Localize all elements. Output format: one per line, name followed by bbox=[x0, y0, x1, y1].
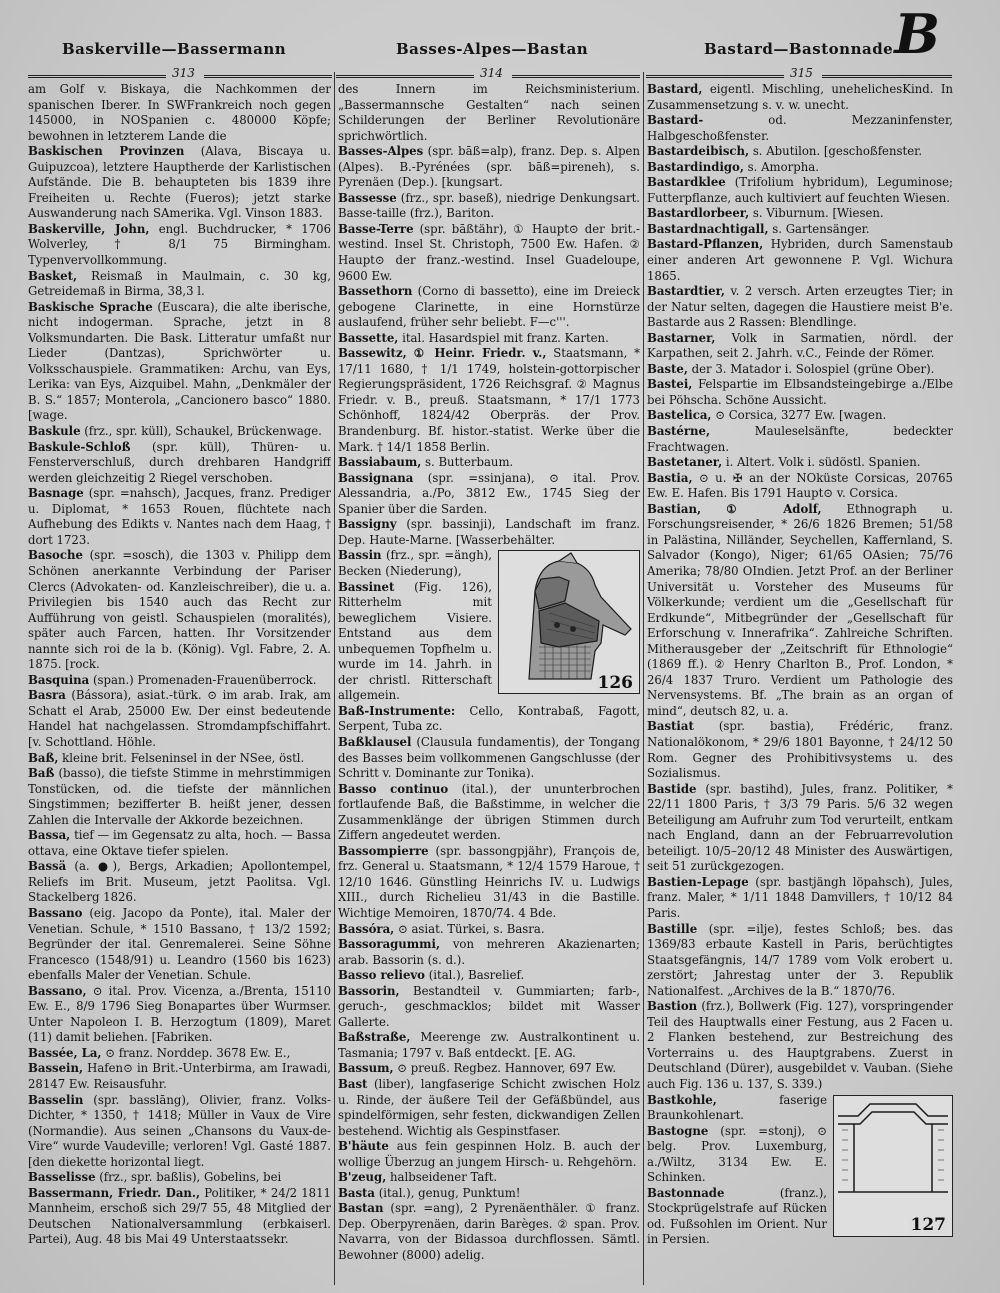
dictionary-entry bbox=[338, 1061, 640, 1077]
entry-headword: Baßklausel bbox=[338, 734, 412, 749]
dictionary-entry bbox=[28, 859, 331, 906]
entry-text: (spr. bassongpjähr), François de, frz. General u. Staatsmann, * 12/4 1579 Haroue, † 12/10 1646. Günstling Heinrichs IV. u. Ludwigs XIII., durch Richelieu 31/43 in die Bastille. Wichtige Memoiren, 1870/74. 4 Bde. bbox=[338, 843, 640, 920]
entry-headword: Basquina bbox=[28, 672, 90, 687]
entry-text: Bestandteil v. Gummiarten; farb-, geruch-, geschmacklos; bildet mit Wasser Gallerte. bbox=[338, 983, 640, 1029]
dictionary-entry bbox=[647, 875, 953, 922]
entry-headword: Bastetaner, bbox=[647, 455, 723, 470]
entry-text: (ital.), genug, Punktum! bbox=[378, 1185, 521, 1200]
entry-headword: Bastérne, bbox=[647, 424, 711, 439]
entry-headword: Bassewitz, ① Heinr. Friedr. v., bbox=[338, 346, 547, 361]
entry-text: od. Mezzaninfenster, Halbgeschoßfenster. bbox=[647, 113, 953, 143]
entry-text: (Euscara), die alte iberische, nicht indogerman. Sprache, jetzt in 8 Volksmundarten. Die Bask. Litteratur umfaßt nur Lieder (Dantzas), Sprichwörter u. Volksschauspiele. Grammatiken: Archu, van Eys, Lerika: van Eys, Aizquibel. Mahn, „Denkmäler der B. S.“ 1857; Monterola, „Cancionero basco“ 1880. [wage. bbox=[28, 299, 331, 423]
entry-headword: Bastion bbox=[647, 999, 698, 1014]
entry-text: (spr. =ilje), festes Schloß; bes. das 1369/83 erbaute Kastell in Paris, berüchtigtes Staatsgefängnis, 14/7 1789 vom Volk erobert u. zerstört; Jahrestag unter der 3. Republik Nationalfest. „Archives de la B.“ 1870/76. bbox=[647, 921, 953, 998]
entry-headword: B'häute bbox=[338, 1139, 389, 1154]
entry-headword: Bastardtier, bbox=[647, 284, 725, 299]
entry-headword: Baß-Instrumente: bbox=[338, 703, 456, 718]
entry-headword: Bassée, La, bbox=[28, 1045, 102, 1060]
dictionary-entry bbox=[338, 984, 640, 1031]
entry-text: ⊙ franz. Norddep. 3678 Ew. E., bbox=[105, 1045, 291, 1060]
dictionary-entry bbox=[28, 984, 331, 1046]
entry-text: s. Viburnum. [Wiesen. bbox=[752, 206, 884, 221]
entry-headword: Basso continuo bbox=[338, 781, 449, 796]
page-number-left: 313 bbox=[172, 66, 195, 80]
page-number-center: 314 bbox=[480, 66, 503, 80]
dictionary-entry bbox=[28, 1061, 331, 1092]
dictionary-entry bbox=[647, 377, 953, 408]
entry-headword: Bastardklee bbox=[647, 175, 726, 190]
entry-text: ⊙ ital. Prov. Vicenza, a./Brenta, 15110 Ew. E., 8/9 1796 Sieg Bonapartes über Wurmser. Unter Napoleon I. B. Herzogtum (1809), Maret (11) damit beliehen. [Fabriken. bbox=[28, 983, 331, 1045]
dictionary-entry bbox=[647, 424, 953, 455]
entry-text: (frz., spr. =ängh), Becken (Niederung), bbox=[338, 548, 492, 578]
entry-headword: Basselin bbox=[28, 1092, 84, 1107]
entry-text: (spr. bāßtähr), ① Haupt⊙ der brit.-westind. Insel St. Christoph, 7500 Ew. Hafen. ② Haupt⊙ der franz.-westind. Insel Guadeloupe, 9600 Ew. bbox=[338, 221, 640, 283]
entry-headword: Bastille bbox=[647, 921, 698, 936]
dictionary-entry bbox=[338, 1186, 640, 1202]
dictionary-entry bbox=[647, 331, 953, 362]
entry-text: (frz., spr. baßlis), Gobelins, bei bbox=[99, 1170, 282, 1185]
entry-text: aus fein gespinnen Holz. B. auch der wollige Überzug an jungem Hirsch- u. Rehgehörn. bbox=[338, 1139, 640, 1169]
entry-headword: Bastelica, bbox=[647, 408, 712, 423]
entry-headword: Basse-Terre bbox=[338, 221, 414, 236]
entry-text: (spr. bastjängh löpahsch), Jules, franz. Maler, * 1/11 1848 Damvillers, † 10/12 84 Paris. bbox=[647, 874, 953, 920]
dictionary-entry bbox=[647, 82, 953, 113]
entry-headword: Baß bbox=[28, 766, 55, 781]
dictionary-entry bbox=[28, 144, 331, 222]
dictionary-entry bbox=[338, 1139, 640, 1170]
entry-text: engl. Buchdrucker, * 1706 Wolverley, † 8/1 75 Birmingham. Typenvervollkommung. bbox=[28, 221, 331, 268]
dictionary-entry bbox=[647, 222, 953, 238]
entry-text: Cello, Kontrabaß, Fagott, Serpent, Tuba zc. bbox=[338, 703, 640, 734]
dictionary-entry bbox=[647, 175, 953, 206]
entry-text: Mauleselsänfte, bedeckter Frachtwagen. bbox=[647, 424, 953, 454]
figure-127-bastion bbox=[833, 1095, 953, 1237]
entry-text: ital. Hasardspiel mit franz. Karten. bbox=[402, 330, 609, 345]
entry-headword: Bassinet bbox=[338, 579, 395, 594]
entry-text: (spr. bastia), Frédéric, franz. Nationalökonom, * 29/6 1801 Bayonne, † 24/12 50 Rom. Gegner des Prohibitivsystems u. des Sozialismus. bbox=[647, 719, 953, 781]
entry-headword: Basra bbox=[28, 688, 66, 703]
entry-text: Volk in Sarmatien, nördl. der Karpathen, seit 2. Jahrh. v.C., Feinde der Römer. bbox=[647, 330, 953, 361]
dictionary-entry bbox=[28, 906, 331, 984]
entry-headword: Basta bbox=[338, 1185, 376, 1200]
dictionary-entry bbox=[647, 206, 953, 222]
entry-headword: Bastiat bbox=[647, 719, 694, 734]
entry-text: (frz.), Bollwerk (Fig. 127), vorspringender Teil des Hauptwalls einer Festung, aus 2 Facen u. 2 Flanken bestehend, zur Bestreichung des Vorterrains u. des Hauptgrabens. Zuerst in Deutschland (Dürer), ausgebildet v. Vauban. (Siehe auch Fig. 136 u. 137, S. 339.) bbox=[647, 999, 953, 1091]
figure-126-bassinet bbox=[498, 550, 640, 694]
entry-headword: Bast bbox=[338, 1077, 368, 1091]
entry-headword: Basso relievo bbox=[338, 968, 425, 983]
entry-headword: Bassin bbox=[338, 548, 382, 563]
entry-text: Reismaß in Maulmain, c. 30 kg, Getreidemaß in Birma, 38,3 l. bbox=[28, 268, 331, 299]
dictionary-entry bbox=[647, 144, 953, 160]
dictionary-entry bbox=[28, 222, 331, 269]
entry-text: von mehreren Akazienarten; arab. Bassorin (s. d.). bbox=[338, 937, 640, 967]
dictionary-entry bbox=[28, 486, 331, 548]
entry-text: (frz., spr. küll), Schaukel, Brückenwage. bbox=[84, 424, 322, 439]
section-letter: B bbox=[894, 2, 940, 66]
entry-headword: Bastardlorbeer, bbox=[647, 206, 750, 221]
dictionary-entry bbox=[28, 828, 331, 859]
entry-text: (span.) Promenaden-Frauenüberrock. bbox=[92, 672, 317, 687]
dictionary-entry bbox=[647, 719, 953, 781]
entry-headword: Bastide bbox=[647, 781, 697, 796]
entry-text: (spr. =nahsch), Jacques, franz. Prediger u. Diplomat, * 1653 Rouen, flüchtete nach Aufhebung des Edikts v. Nantes nach dem Haag, † dort 1723. bbox=[28, 486, 331, 547]
entry-text: ⊙ preuß. Regbez. Hannover, 697 Ew. bbox=[397, 1061, 617, 1076]
entry-headword: Bassiabaum, bbox=[338, 455, 422, 470]
dictionary-entry bbox=[338, 346, 640, 455]
entry-text: Meerenge zw. Australkontinent u. Tasmania; 1797 v. Baß entdeckt. [E. AG. bbox=[338, 1030, 640, 1060]
dictionary-entry bbox=[28, 766, 331, 828]
entry-headword: Basoche bbox=[28, 548, 83, 563]
entry-text: der 3. Matador i. Solospiel (grüne Ober). bbox=[691, 361, 935, 376]
dictionary-entry bbox=[647, 782, 953, 875]
dictionary-entry bbox=[647, 502, 953, 720]
entry-headword: Bassermann, Friedr. Dan., bbox=[28, 1185, 201, 1200]
entry-headword: Bassesse bbox=[338, 190, 397, 205]
entry-headword: Bassethorn bbox=[338, 284, 413, 299]
dictionary-entry bbox=[28, 1186, 331, 1248]
entry-headword: Bassignana bbox=[338, 470, 414, 485]
entry-text: (spr. basslāng), Olivier, franz. Volks-Dichter, * 1350, † 1418; Müller in Vaux de Vire (Normandie). Aus seinen „Chansons du Vaux-de-Vire“ wurde Vaudeville; verloren! Vgl. Gasté 1887. [den diekette horizontal liegt. bbox=[28, 1092, 331, 1169]
dictionary-entry bbox=[338, 144, 640, 191]
entry-text: s. Gartensänger. bbox=[772, 221, 870, 236]
entry-headword: Bassä bbox=[28, 859, 67, 874]
column-1 bbox=[28, 82, 331, 1281]
entry-text: faserige Braunkohlenart. bbox=[647, 1092, 827, 1123]
entry-headword: Baskule bbox=[28, 424, 81, 439]
entry-text: am Golf v. Biskaya, die Nachkommen der spanischen Iberer. In SWFrankreich noch gegen 145000, in NOSpanien c. 480000 Köpfe; bewohnen in letzterem Lande die bbox=[28, 82, 331, 143]
entry-text: tief — im Gegensatz zu alta, hoch. — Bassa ottava, eine Oktave tiefer spielen. bbox=[28, 828, 331, 858]
entry-headword: Bassano, bbox=[28, 983, 87, 998]
entry-text: (spr. =ang), 2 Pyrenäenthäler. ① franz. Dep. Oberpyrenäen, darin Barèges. ② span. Prov. Navarra, von der Bidassoa durchflossen. Sämtl. Bewohner (8000) adelig. bbox=[338, 1201, 640, 1263]
entry-headword: Bassóra, bbox=[338, 921, 395, 936]
entry-text: s. Abutilon. [geschoßfenster. bbox=[752, 144, 923, 159]
dictionary-entry bbox=[647, 999, 953, 1092]
entry-headword: Baßstraße, bbox=[338, 1030, 411, 1045]
dictionary-entry bbox=[28, 548, 331, 672]
entry-text: (ital.), Basrelief. bbox=[428, 968, 525, 983]
entry-headword: Baskischen Provinzen bbox=[28, 144, 185, 159]
entry-text: Hafen⊙ in Brit.-Unterbirma, am Irawadi, 28147 Ew. Reisausfuhr. bbox=[28, 1061, 331, 1091]
dictionary-entry bbox=[338, 1170, 640, 1186]
dictionary-entry bbox=[647, 284, 953, 331]
entry-headword: Bastkohle, bbox=[647, 1092, 717, 1107]
entry-headword: Bastan bbox=[338, 1201, 384, 1216]
running-head-left: Baskerville—Bassermann bbox=[62, 40, 287, 58]
entry-text: Hybriden, durch Samenstaub einer anderen Art gewonnene P. Vgl. Wichura 1865. bbox=[647, 237, 953, 283]
entry-text: (basso), die tiefste Stimme in mehrstimmigen Tonstücken, od. die tiefste der männlichen Singstimmen; bezifferter B. heißt jener, dessen Zahlen die Intervalle der Akkorde bezeichnen. bbox=[28, 766, 331, 827]
dictionary-entry bbox=[338, 922, 640, 938]
dictionary-entry bbox=[647, 160, 953, 176]
dictionary-entry bbox=[28, 673, 331, 689]
dictionary-entry bbox=[647, 362, 953, 378]
entry-headword: Baskerville, John, bbox=[28, 221, 150, 236]
entry-text: i. Altert. Volk i. südöstl. Spanien. bbox=[725, 455, 921, 470]
entry-text: ⊙ asiat. Türkei, s. Basra. bbox=[397, 921, 545, 936]
dictionary-entry bbox=[28, 1170, 331, 1186]
dictionary-entry bbox=[28, 751, 331, 767]
entry-text: s. Amorpha. bbox=[747, 159, 819, 174]
entry-text: (liber), langfaserige Schicht zwischen Holz u. Rinde, der äußere Teil der Gefäßbündel, aus spindelförmigen, sehr festen, dickwandigen Zellen bestehend. Wichtig als Gespinstfaser. bbox=[338, 1077, 640, 1138]
entry-headword: Bastogne bbox=[647, 1123, 709, 1138]
column-3 bbox=[647, 82, 953, 1281]
dictionary-entry bbox=[338, 1077, 640, 1139]
dictionary-entry bbox=[28, 300, 331, 424]
dictionary-entry bbox=[28, 688, 331, 750]
dictionary-entry bbox=[338, 937, 640, 968]
entry-headword: Bassum, bbox=[338, 1061, 394, 1076]
dictionary-entry bbox=[338, 517, 640, 548]
entry-headword: Bassoragummi, bbox=[338, 937, 441, 952]
entry-text: ⊙ Corsica, 3277 Ew. [wagen. bbox=[715, 408, 887, 423]
entry-text: s. Butterbaum. bbox=[425, 455, 514, 470]
entry-text: Ethnograph u. Forschungsreisender, * 26/6 1826 Bremen; 51/58 in Palästina, Nilländer, Seychellen, Kaffernland, S. Salvador (Kongo), Niger; 61/65 OAsien; 75/76 Amerika; 78/80 OIndien. Jetzt Prof. an der Berliner Universität u. Vorsteher des Museums für Völkerkunde; verdient um die „Gesellschaft für Erdkunde“, Mitbegründer der „Gesellschaft für Erforschung v. Innerafrika“. Zahlreiche Schriften. Mitherausgeber der „Zeitschrift für Ethnologie“ (1869 ff.). ② Henry Charlton B., Prof. London, * 26/4 1837 Truro. Verdient um Pathologie des Nervensystems. Bf. „The brain as an organ of mind“, deutsch 82, u. a. bbox=[647, 501, 953, 718]
entry-headword: Bastonnade bbox=[647, 1185, 725, 1200]
dictionary-entry bbox=[28, 1046, 331, 1062]
entry-text: (spr. bāß=alp), franz. Dep. s. Alpen (Alpes). B.-Pyrénées (spr. bāß=pireneh), s. Pyrenäen (Dep.). [kungsart. bbox=[338, 144, 640, 190]
dictionary-entry bbox=[647, 408, 953, 424]
entry-headword: Bassompierre bbox=[338, 843, 429, 858]
dictionary-entry bbox=[338, 471, 640, 518]
dictionary-entry bbox=[338, 284, 640, 331]
entry-text: des Innern im Reichsministerium. „Bassermannsche Gestalten“ nach seinen Schilderungen der Berliner Revolutionäre sprichwörtlich. bbox=[338, 82, 640, 143]
entry-headword: Basnage bbox=[28, 486, 84, 501]
entry-headword: Bastei, bbox=[647, 377, 693, 392]
page-number-right: 315 bbox=[790, 66, 813, 80]
entry-text: (Bássora), asiat.-türk. ⊙ im arab. Irak, am Schatt el Arab, 25000 Ew. Der einst bedeutende Handel hat nachgelassen. Stromdampfschiffahrt. [v. Schottland. Höhle. bbox=[28, 688, 331, 749]
entry-headword: Baste, bbox=[647, 361, 688, 376]
entry-headword: Baskule-Schloß bbox=[28, 439, 131, 454]
running-head-right: Bastard—Bastonnade bbox=[704, 40, 894, 58]
entry-text: (frz., spr. baseß), niedrige Denkungsart. Basse-taille (frz.), Bariton. bbox=[338, 190, 640, 221]
dictionary-entry bbox=[338, 331, 640, 347]
entry-text: (Trifolium hybridum), Leguminose; Futterpflanze, auch kultiviert auf feuchten Wiesen. bbox=[647, 175, 953, 205]
entry-text: Staatsmann, * 17/11 1680, † 1/1 1749, holstein-gottorpischer Regierungspräsident, 1726 Reichsgraf. ② Magnus Friedr. v. B., preuß. Staatsmann, * 17/1 1773 Schönhoff, 1824/42 Oberpräs. der Prov. Brandenburg. Bf. histor.-statist. Werke über die Mark. † 14/1 1858 Berlin. bbox=[338, 346, 640, 454]
dictionary-entry bbox=[338, 968, 640, 984]
dictionary-entry bbox=[338, 1030, 640, 1061]
entry-headword: Bastarner, bbox=[647, 330, 716, 345]
entry-headword: Bassano bbox=[28, 905, 83, 920]
dictionary-entry bbox=[338, 1201, 640, 1263]
entry-text: eigentl. Mischling, unehelichesKind. In Zusammensetzung s. v. w. unecht. bbox=[647, 82, 953, 112]
dictionary-entry bbox=[338, 82, 640, 144]
column-divider bbox=[643, 72, 644, 1285]
column-2 bbox=[338, 82, 640, 1281]
entry-text: (Clausula fundamentis), der Tongang des Basses beim vollkommenen Gangschlusse (der Schritt v. Dominante zur Tonika). bbox=[338, 734, 640, 781]
entry-text: (Corno di bassetto), eine im Dreieck gebogene Clarinette, in eine Hornstürze auslaufend, früher sehr beliebt. F—c'''. bbox=[338, 284, 640, 330]
column-divider bbox=[334, 72, 335, 1285]
dictionary-entry bbox=[338, 844, 640, 922]
dictionary-entry bbox=[28, 269, 331, 300]
entry-headword: Bassigny bbox=[338, 517, 397, 532]
entry-text: (spr. =stonj), ⊙ belg. Prov. Luxemburg, a./Wiltz, 3134 Ew. E. Schinken. bbox=[647, 1123, 827, 1185]
entry-text: (spr. =ssinjana), ⊙ ital. Prov. Alessandria, a./Po, 3812 Ew., 1745 Sieg der Spanier über die Sarden. bbox=[338, 470, 640, 516]
entry-text: kleine brit. Felseninsel in der NSee, östl. bbox=[62, 750, 305, 765]
entry-text: (Alava, Biscaya u. Guipuzcoa), letztere Hauptherde der Karlistischen Aufstände. Die B. behaupteten bis 1839 ihre Freiheiten u. Rechte (Fueros); jetzt starke Auswanderung nach SAmerika. Vgl. Vinson 1883. bbox=[28, 144, 331, 221]
entry-headword: Basket, bbox=[28, 268, 78, 283]
running-head-center: Basses-Alpes—Bastan bbox=[396, 40, 589, 58]
entry-text: (ital.), der ununterbrochen fortlaufende Baß, die Baßstimme, in welcher die Zusammenklänge der übrigen Stimmen durch Ziffern angedeutet werden. bbox=[338, 781, 640, 843]
page-number-rule-left bbox=[28, 66, 332, 81]
entry-headword: Bastardeibisch, bbox=[647, 144, 750, 159]
dictionary-entry bbox=[647, 922, 953, 1000]
entry-text: (spr. bastihd), Jules, franz. Politiker, * 22/11 1800 Paris, † 3/3 79 Paris. 5/6 32 wegen Beteiligung am Aufruhr zum Tod verurteilt, entkam nach England, dann an der Februarrevolution beteiligt. 10/5–20/12 48 Minister des Auswärtigen, seit 51 zurückgezogen. bbox=[647, 781, 953, 874]
entry-text: (eig. Jacopo da Ponte), ital. Maler der Venetian. Schule, * 1510 Bassano, † 13/2 1592; Begründer der ital. Genremalerei. Seine Söhne Francesco (1548/91) u. Leandro (1560 bis 1623) ebenfalls Maler der Venetian. Schule. bbox=[28, 905, 331, 983]
entry-headword: Bassette, bbox=[338, 330, 399, 345]
dictionary-entry bbox=[28, 440, 331, 487]
dictionary-entry bbox=[28, 1093, 331, 1171]
entry-text: (franz.), Stockprügelstrafe auf Rücken od. Fußsohlen im Orient. Nur in Persien. bbox=[647, 1185, 827, 1247]
dictionary-entry bbox=[338, 455, 640, 471]
entry-headword: Bastia, bbox=[647, 470, 693, 485]
dictionary-entry bbox=[647, 471, 953, 502]
entry-text: (spr. küll), Thüren- u. Fensterverschluß, durch drehbaren Handgriff werden gleichzeitig 2 Riegel verschoben. bbox=[28, 439, 331, 485]
entry-headword: Baskische Sprache bbox=[28, 299, 153, 314]
dictionary-entry bbox=[338, 735, 640, 782]
entry-headword: Bassorin, bbox=[338, 983, 400, 998]
entry-headword: Bastardindigo, bbox=[647, 159, 744, 174]
entry-headword: B'zeug, bbox=[338, 1170, 387, 1185]
dictionary-entry bbox=[338, 704, 640, 735]
entry-headword: Bastard- bbox=[647, 113, 704, 128]
dictionary-entry bbox=[28, 82, 331, 144]
entry-text: halbseidener Taft. bbox=[390, 1170, 498, 1185]
entry-headword: Bassa, bbox=[28, 828, 71, 843]
entry-headword: Bastard-Pflanzen, bbox=[647, 237, 764, 252]
entry-headword: Basselisse bbox=[28, 1170, 96, 1185]
page-number-rule-center bbox=[336, 66, 640, 81]
entry-text: v. 2 versch. Arten erzeugtes Tier; in der Natur selten, dagegen die Haustiere meist B'e. Bastarde aus 2 Rassen: Blendlinge. bbox=[647, 284, 953, 330]
page-number-rule-right bbox=[646, 66, 952, 81]
entry-text: ⊙ u. ✠ an der NOküste Corsicas, 20765 Ew. E. Hafen. Bis 1791 Haupt⊙ v. Corsica. bbox=[647, 470, 953, 501]
entry-text: (spr. bassinji), Landschaft im franz. Dep. Haute-Marne. [Wasserbehälter. bbox=[338, 517, 640, 547]
entry-headword: Baß, bbox=[28, 750, 59, 765]
dictionary-entry bbox=[338, 191, 640, 222]
entry-headword: Bastien-Lepage bbox=[647, 874, 749, 889]
dictionary-entry bbox=[338, 782, 640, 844]
entry-text: (a. ●), Bergs, Arkadien; Apollontempel, Reliefs im Brit. Museum, jetzt Paolitsa. Vgl. Stackelberg 1826. bbox=[28, 859, 331, 905]
dictionary-entry bbox=[647, 237, 953, 284]
entry-headword: Bastian, ① Adolf, bbox=[647, 501, 822, 516]
dictionary-entry bbox=[647, 113, 953, 144]
figure-number-126: 126 bbox=[597, 672, 633, 693]
entry-headword: Bastard, bbox=[647, 82, 703, 96]
figure-number-127: 127 bbox=[910, 1215, 946, 1235]
entry-text: Politiker, * 24/2 1811 Mannheim, erschoß sich 29/7 55, 48 Mitglied der Deutschen Nationalversammlung (erbkaiserl. Partei), Aug. 48 bis Mai 49 Unterstaatssekr. bbox=[28, 1185, 331, 1247]
entry-text: Felspartie im Elbsandsteingebirge a./Elbe bei Pöhscha. Schöne Aussicht. bbox=[647, 377, 953, 407]
entry-headword: Basses-Alpes bbox=[338, 144, 424, 159]
entry-headword: Bastardnachtigall, bbox=[647, 221, 769, 236]
entry-headword: Bassein, bbox=[28, 1061, 84, 1076]
dictionary-entry bbox=[338, 222, 640, 284]
entry-text: (spr. =sosch), die 1303 v. Philipp dem Schönen anerkannte Verbindung der Pariser Clercs (Advokaten- od. Kanzleischreiber), die u. a. Privilegien bis 1540 auch das Recht zur Aufführung von geistl. Schauspielen (moralités), später auch Farcen, hatten. Ihr Vorsitzender nannte sich roi de la b. (König). Vgl. Fabre, 2. A. 1875. [rock. bbox=[28, 548, 331, 672]
entry-text: (Fig. 126), Ritterhelm mit beweglichem Visiere. Entstand aus dem unbequemen Topfhelm u. wurde im 14. Jahrh. in der christl. Ritterschaft allgemein. bbox=[338, 579, 493, 703]
dictionary-entry bbox=[647, 455, 953, 471]
dictionary-entry bbox=[28, 424, 331, 440]
